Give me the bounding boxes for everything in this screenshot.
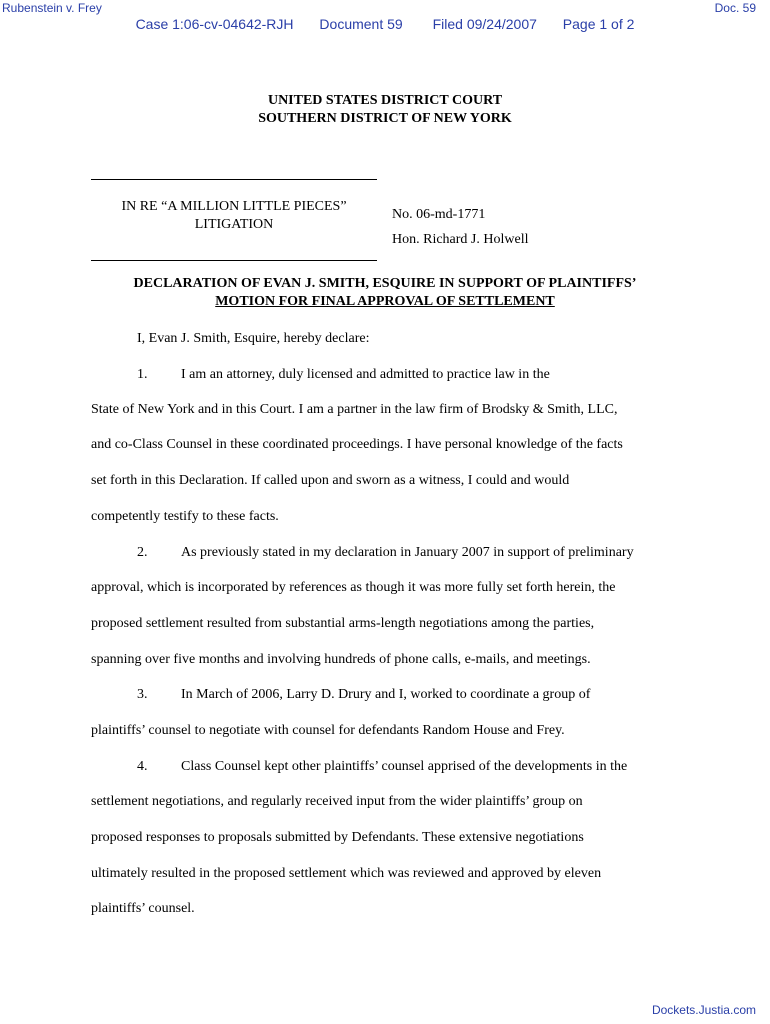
paragraph-line: proposed settlement resulted from substantial arms-length negotiations among the parties,: [91, 616, 595, 631]
document-number: Document 59: [319, 16, 403, 32]
document-title-line2: [0, 294, 770, 310]
court-name: UNITED STATES DISTRICT COURT: [267, 93, 503, 108]
paragraph-first-line: In March of 2006, Larry D. Drury and I, worked to coordinate a group of: [181, 687, 591, 702]
document-title-underlined: MOTION FOR FINAL APPROVAL OF SETTLEMENT: [215, 294, 555, 309]
paragraph-line: competently testify to these facts.: [91, 509, 279, 524]
paragraph-line: settlement negotiations, and regularly received input from the wider plaintiffs’ group on: [91, 794, 583, 809]
justia-footer-link[interactable]: Dockets.Justia.com: [651, 1003, 756, 1017]
paragraph-line: plaintiffs’ counsel.: [91, 901, 195, 916]
ecf-case-header: [0, 16, 770, 32]
caption-subtitle: LITIGATION: [194, 217, 274, 232]
paragraph-number: 2.: [137, 545, 148, 560]
paragraph-first-line: I am an attorney, duly licensed and admitted to practice law in the: [181, 367, 550, 382]
caption-title: IN RE “A MILLION LITTLE PIECES”: [121, 199, 347, 214]
court-district: SOUTHERN DISTRICT OF NEW YORK: [258, 111, 512, 126]
paragraph-line: State of New York and in this Court. I am a partner in the law firm of Brodsky & Smith, LLC,: [91, 402, 618, 417]
caption-rule-bottom: [91, 260, 377, 261]
docket-doc-number: Doc. 59: [714, 1, 756, 15]
paragraph-number: 4.: [137, 759, 148, 774]
paragraph-line: plaintiffs’ counsel to negotiate with counsel for defendants Random House and Frey.: [91, 723, 565, 738]
declaration-intro: I, Evan J. Smith, Esquire, hereby declare:: [137, 331, 370, 346]
paragraph-number: 3.: [137, 687, 148, 702]
page-indicator: Page 1 of 2: [562, 16, 635, 32]
paragraph-line: spanning over five months and involving hundreds of phone calls, e-mails, and meetings.: [91, 652, 591, 667]
paragraph-number: 1.: [137, 367, 148, 382]
paragraph-line: and co-Class Counsel in these coordinated proceedings. I have personal knowledge of the facts: [91, 437, 623, 452]
docket-case-name: Rubenstein v. Frey: [2, 1, 102, 15]
document-title: DECLARATION OF EVAN J. SMITH, ESQUIRE IN SUPPORT OF PLAINTIFFS’: [133, 276, 637, 291]
paragraph-first-line: Class Counsel kept other plaintiffs’ counsel apprised of the developments in the: [181, 759, 628, 774]
filed-date: Filed 09/24/2007: [432, 16, 537, 32]
paragraph-line: proposed responses to proposals submitted by Defendants. These extensive negotiations: [91, 830, 584, 845]
paragraph-line: ultimately resulted in the proposed settlement which was reviewed and approved by eleven: [91, 866, 602, 881]
caption-rule-top: [91, 179, 377, 180]
case-number: Case 1:06-cv-04642-RJH: [135, 16, 294, 32]
paragraph-line: set forth in this Declaration. If called upon and sworn as a witness, I could and would: [91, 473, 570, 488]
paragraph-line: approval, which is incorporated by references as though it was more fully set forth herein, the: [91, 580, 616, 595]
judge-name: Hon. Richard J. Holwell: [392, 232, 529, 247]
docket-number: No. 06-md-1771: [392, 207, 486, 222]
paragraph-first-line: As previously stated in my declaration in January 2007 in support of preliminary: [181, 545, 634, 560]
